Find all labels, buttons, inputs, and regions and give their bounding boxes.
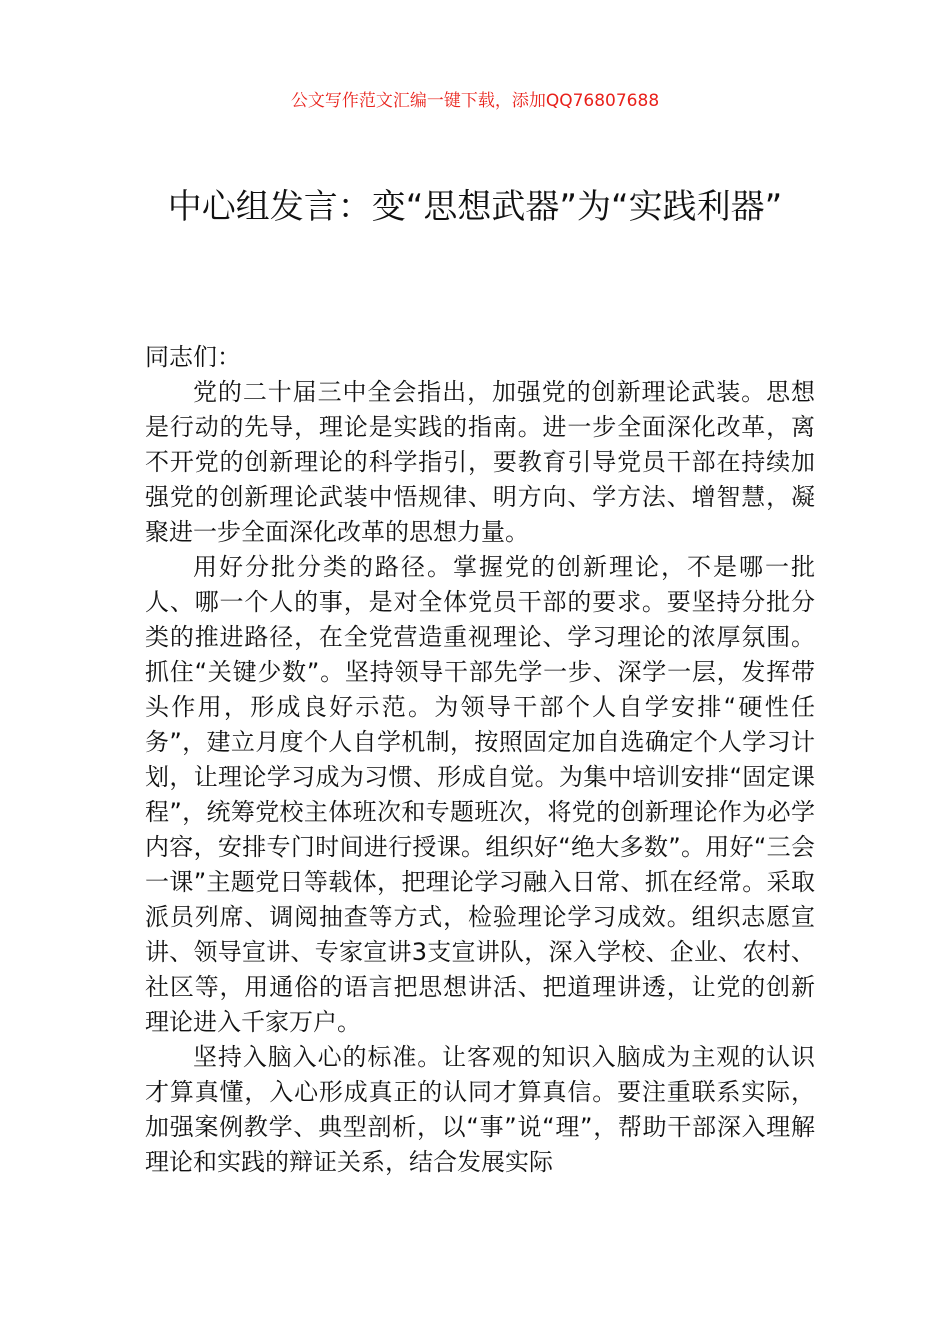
page-title: 中心组发言：变“思想武器”为“实践利器” <box>167 187 783 227</box>
salutation: 同志们： <box>145 343 241 371</box>
document-body <box>145 340 815 1180</box>
paragraph: 用好分批分类的路径。掌握党的创新理论，不是哪一批人、哪一个人的事，是对全体党员干部的要求。要坚持分批分类的推进路径，在全党营造重视理论、学习理论的浓厚氛围。抓住“关键少数”。坚持领导干部先学一步、深学一层，发挥带头作用，形成良好示范。为领导干部个人自学安排“硬性任务”，建立月度个人自学机制，按照固定加自选确定个人学习计划，让理论学习成为习惯、形成自觉。为集中培训安排“固定课程”，统筹党校主体班次和专题班次，将党的创新理论作为必学内容，安排专门时间进行授课。组织好“绝大多数”。用好“三会一课”主题党日等载体，把理论学习融入日常、抓在经常。采取派员列席、调阅抽查等方式，检验理论学习成效。组织志愿宣讲、领导宣讲、专家宣讲3支宣讲队，深入学校、企业、农村、社区等，用通俗的语言把思想讲活、把道理讲透，让党的创新理论进入千家万户。 <box>145 553 815 1036</box>
download-notice: 公文写作范文汇编一键下载，添加QQ76807688 <box>290 91 660 111</box>
paragraph: 坚持入脑入心的标准。让客观的知识入脑成为主观的认识才算真懂，入心形成真正的认同才算真信。要注重联系实际，加强案例教学、典型剖析，以“事”说“理”，帮助干部深入理解理论和实践的辩证关系，结合发展实际 <box>145 1043 815 1176</box>
paragraph: 党的二十届三中全会指出，加强党的创新理论武装。思想是行动的先导，理论是实践的指南。进一步全面深化改革，离不开党的创新理论的科学指引，要教育引导党员干部在持续加强党的创新理论武装中悟规律、明方向、学方法、增智慧，凝聚进一步全面深化改革的思想力量。 <box>145 378 815 546</box>
